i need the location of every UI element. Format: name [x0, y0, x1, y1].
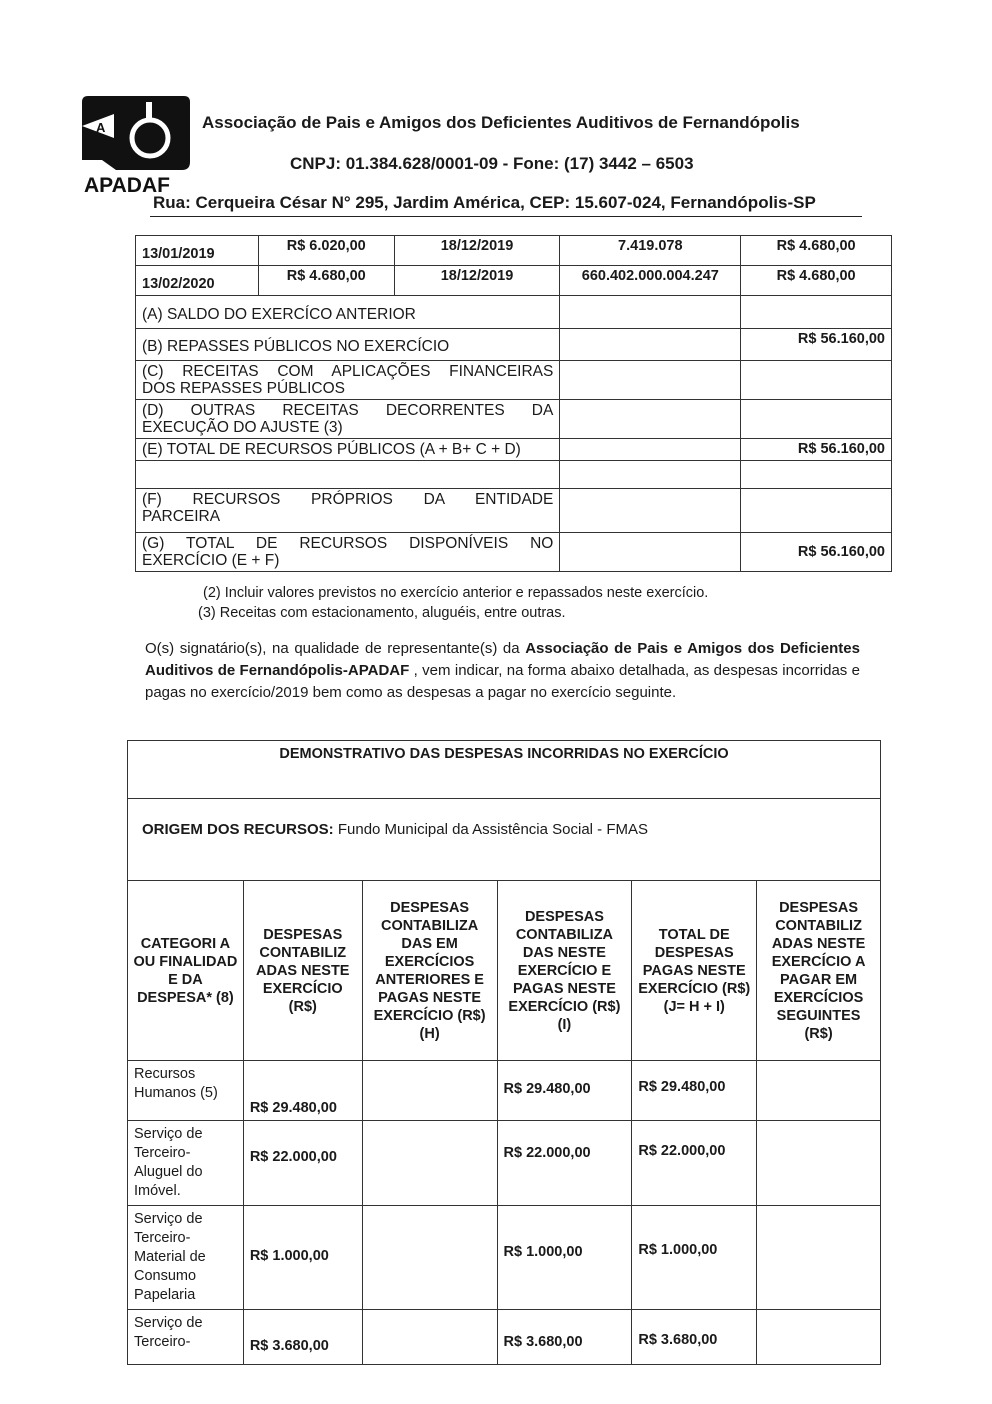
summary-value: R$ 56.160,00	[741, 533, 892, 572]
expense-to-pay	[757, 1310, 881, 1365]
footnote-2: (2) Incluir valores previstos no exercício anterior e repassados neste exercício.	[203, 585, 709, 601]
summary-value: R$ 56.160,00	[741, 439, 892, 461]
summary-row-e	[136, 439, 892, 461]
col-header-accounted: DESPESAS CONTABILIZ ADAS NESTE EXERCÍCIO (R$)	[243, 881, 362, 1061]
footnote-3: (3) Receitas com estacionamento, aluguéis, entre outras.	[198, 605, 566, 621]
transfer-value: R$ 4.680,00	[258, 266, 394, 296]
expense-category: Serviço de Terceiro-Material de Consumo Papelaria	[128, 1206, 244, 1310]
expense-prior-paid	[362, 1121, 497, 1206]
expense-total-paid: R$ 1.000,00	[632, 1206, 757, 1310]
transfer-row	[136, 236, 892, 266]
summary-label-cont: PARCEIRA	[142, 508, 221, 525]
paragraph-text: O(s) signatário(s), na qualidade de representante(s) da	[145, 640, 526, 657]
resources-table	[135, 235, 892, 572]
expense-total-paid: R$ 22.000,00	[632, 1121, 757, 1206]
transfer-value: R$ 6.020,00	[258, 236, 394, 266]
logo-text: APADAF	[84, 174, 170, 196]
expenses-table	[127, 740, 881, 1365]
origin-value: Fundo Municipal da Assistência Social - FMAS	[333, 821, 648, 838]
expense-to-pay	[757, 1206, 881, 1310]
expenses-title: DEMONSTRATIVO DAS DESPESAS INCORRIDAS NO EXERCÍCIO	[128, 741, 881, 799]
summary-label: (A) SALDO DO EXERCÍCO ANTERIOR	[136, 296, 560, 329]
transfer-date: 13/01/2019	[136, 236, 259, 266]
column-headers	[128, 881, 881, 1061]
expense-accounted: R$ 1.000,00	[243, 1206, 362, 1310]
summary-label-cont: EXECUÇÃO DO AJUSTE (3)	[142, 419, 343, 436]
summary-value: R$ 56.160,00	[741, 329, 892, 361]
resources-origin	[128, 799, 881, 881]
expense-paid-now: R$ 3.680,00	[497, 1310, 632, 1365]
col-header-prior-paid: DESPESAS CONTABILIZA DAS EM EXERCÍCIOS ANTERIORES E PAGAS NESTE EXERCÍCIO (R$) (H)	[362, 881, 497, 1061]
header-divider	[150, 216, 862, 217]
table-row	[128, 1206, 881, 1310]
origin-label: ORIGEM DOS RECURSOS:	[142, 821, 334, 838]
summary-row-d	[136, 400, 892, 439]
col-header-paid-now: DESPESAS CONTABILIZA DAS NESTE EXERCÍCIO E PAGAS NESTE EXERCÍCIO (R$) (I)	[497, 881, 632, 1061]
expense-accounted: R$ 29.480,00	[243, 1061, 362, 1121]
transfer-date2: 18/12/2019	[394, 236, 560, 266]
transfer-date: 13/02/2020	[136, 266, 259, 296]
summary-label: (D) OUTRAS RECEITAS DECORRENTES DA	[142, 402, 554, 419]
col-header-category: CATEGORI A OU FINALIDAD E DA DESPESA* (8)	[128, 881, 244, 1061]
paragraph-text: , vem indicar, na forma abaixo detalhada, as despesas incorridas e pagas no exercício/2019 bem como as despesas a pagar no exercício seguinte.	[145, 662, 860, 701]
summary-label-cont: EXERCÍCIO (E + F)	[142, 552, 280, 569]
expense-paid-now: R$ 1.000,00	[497, 1206, 632, 1310]
expense-total-paid: R$ 3.680,00	[632, 1310, 757, 1365]
summary-row-blank	[136, 461, 892, 489]
transfer-paid: R$ 4.680,00	[741, 266, 892, 296]
summary-row-f	[136, 489, 892, 533]
expense-category: Serviço de Terceiro-	[128, 1310, 244, 1365]
cnpj-phone-line: CNPJ: 01.384.628/0001-09 - Fone: (17) 3442 – 6503	[290, 154, 694, 173]
summary-row-g	[136, 533, 892, 572]
summary-label: (B) REPASSES PÚBLICOS NO EXERCÍCIO	[136, 329, 560, 361]
table-row	[128, 1061, 881, 1121]
expense-prior-paid	[362, 1310, 497, 1365]
expense-accounted: R$ 22.000,00	[243, 1121, 362, 1206]
expense-prior-paid	[362, 1206, 497, 1310]
apadaf-logo	[80, 96, 194, 196]
summary-row-b	[136, 329, 892, 361]
svg-text:A: A	[96, 120, 106, 135]
expense-paid-now: R$ 22.000,00	[497, 1121, 632, 1206]
expense-category: Serviço de Terceiro-Aluguel do Imóvel.	[128, 1121, 244, 1206]
summary-label: (E) TOTAL DE RECURSOS PÚBLICOS (A + B+ C + D)	[136, 439, 560, 461]
summary-label-cont: DOS REPASSES PÚBLICOS	[142, 380, 345, 397]
transfer-doc: 660.402.000.004.247	[560, 266, 741, 296]
col-header-to-pay: DESPESAS CONTABILIZ ADAS NESTE EXERCÍCIO A PAGAR EM EXERCÍCIOS SEGUINTES (R$)	[757, 881, 881, 1061]
transfer-row	[136, 266, 892, 296]
table-row	[128, 1121, 881, 1206]
transfer-paid: R$ 4.680,00	[741, 236, 892, 266]
organization-name: Associação de Pais e Amigos dos Deficientes Auditivos de Fernandópolis	[202, 113, 800, 132]
expense-to-pay	[757, 1061, 881, 1121]
declaration-paragraph	[145, 638, 860, 704]
summary-label: (F) RECURSOS PRÓPRIOS DA ENTIDADE	[142, 491, 554, 508]
transfer-doc: 7.419.078	[560, 236, 741, 266]
col-header-total-paid: TOTAL DE DESPESAS PAGAS NESTE EXERCÍCIO (R$) (J= H + I)	[632, 881, 757, 1061]
paragraph-entity-name: Associação de Pais e Amigos dos Deficientes Auditivos de Fernandópolis-APADAF	[145, 640, 860, 679]
summary-row-c	[136, 361, 892, 400]
summary-label: (G) TOTAL DE RECURSOS DISPONÍVEIS NO	[142, 535, 554, 552]
expense-to-pay	[757, 1121, 881, 1206]
expense-accounted: R$ 3.680,00	[243, 1310, 362, 1365]
expense-category: Recursos Humanos (5)	[128, 1061, 244, 1121]
table-row	[128, 1310, 881, 1365]
summary-label: (C) RECEITAS COM APLICAÇÕES FINANCEIRAS	[142, 363, 554, 380]
transfer-date2: 18/12/2019	[394, 266, 560, 296]
summary-row-a	[136, 296, 892, 329]
address-line: Rua: Cerqueira César N° 295, Jardim América, CEP: 15.607-024, Fernandópolis-SP	[153, 193, 816, 212]
expense-prior-paid	[362, 1061, 497, 1121]
expense-paid-now: R$ 29.480,00	[497, 1061, 632, 1121]
expense-total-paid: R$ 29.480,00	[632, 1061, 757, 1121]
